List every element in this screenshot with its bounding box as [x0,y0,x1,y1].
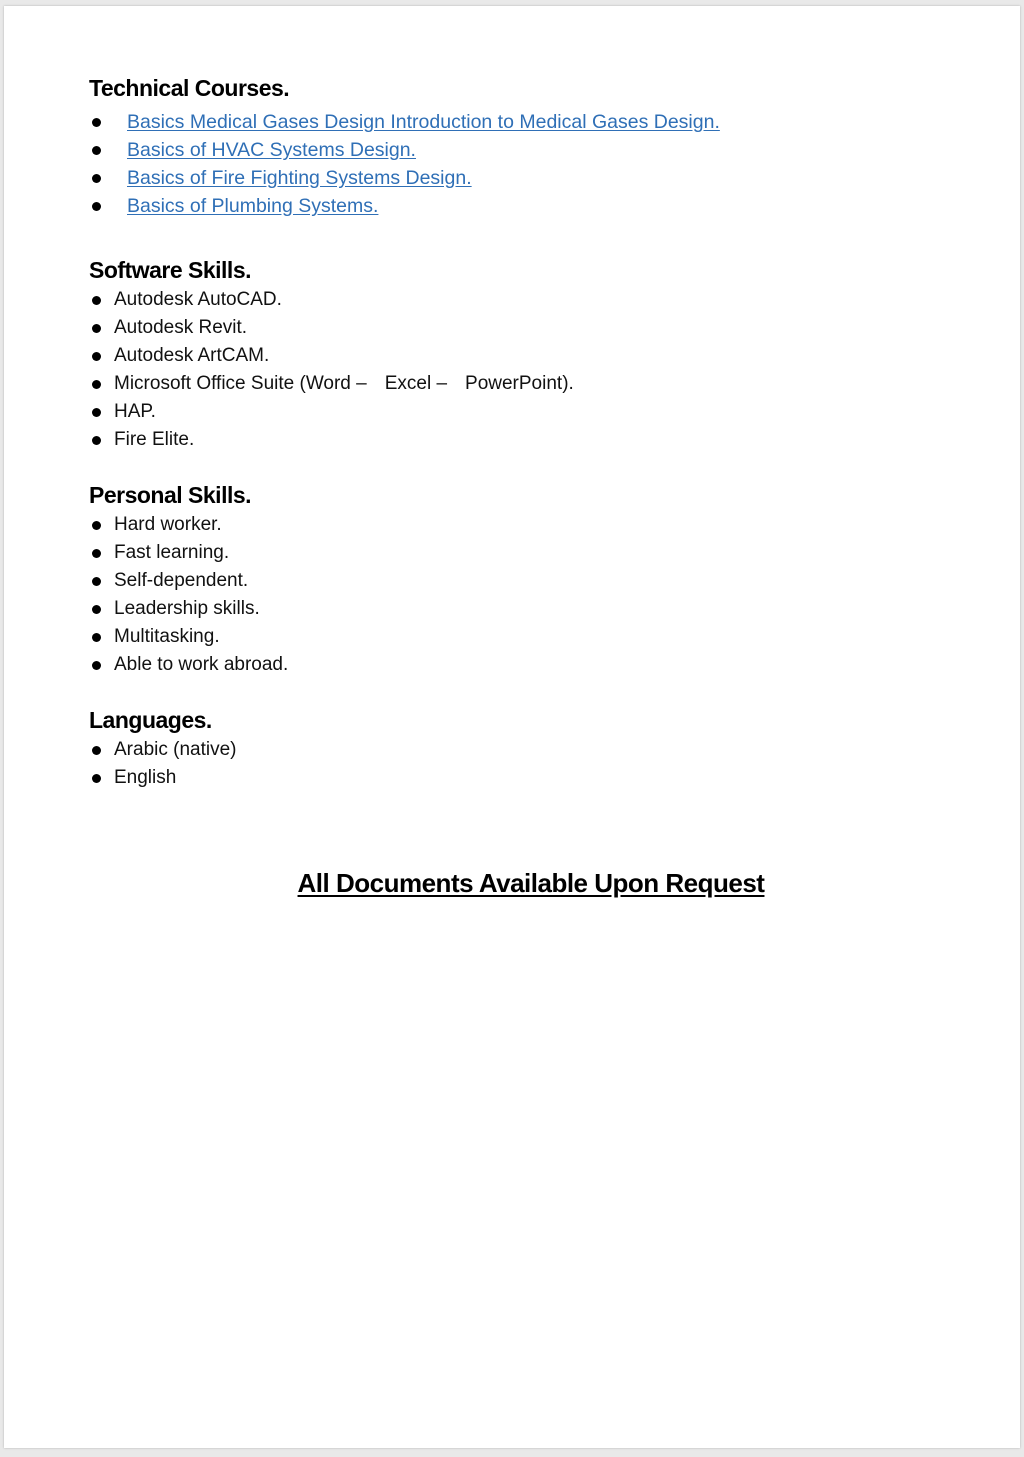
languages-list [89,736,237,792]
skill-text: Leadership skills. [114,598,260,619]
course-link-plumbing[interactable]: Basics of Plumbing Systems. [127,195,379,217]
languages-section [89,706,237,792]
bullet-icon [92,549,101,558]
languages-heading: Languages. [89,707,212,733]
list-item [89,651,288,679]
list-item [89,342,574,370]
bullet-icon [92,577,101,586]
list-item [89,398,574,426]
skill-text: Hard worker. [114,514,222,535]
course-link-hvac[interactable]: Basics of HVAC Systems Design. [127,139,416,161]
list-item [89,539,288,567]
bullet-icon [92,174,101,183]
list-item [89,108,720,136]
list-item [89,164,720,192]
technical-courses-section [89,74,720,220]
bullet-icon [92,202,101,211]
course-link-medical-gases[interactable]: Basics Medical Gases Design Introduction to Medical Gases Design. [127,111,720,133]
technical-courses-heading: Technical Courses. [89,75,290,101]
skill-text: Autodesk ArtCAM. [114,345,270,366]
personal-skills-list [89,511,288,679]
bullet-icon [92,380,101,389]
list-item [89,623,288,651]
bullet-icon [92,746,101,755]
list-item [89,595,288,623]
skill-text: Self-dependent. [114,570,249,591]
course-link-fire-fighting[interactable]: Basics of Fire Fighting Systems Design. [127,167,472,189]
bullet-icon [92,408,101,417]
skill-text-powerpoint: PowerPoint). [465,373,574,394]
bullet-icon [92,633,101,642]
list-item [89,567,288,595]
list-item [89,370,574,398]
bullet-icon [92,661,101,670]
list-item [89,136,720,164]
language-text: English [114,767,177,788]
skill-text: HAP. [114,401,156,422]
skill-text: Able to work abroad. [114,654,289,675]
skill-text: Microsoft Office Suite (Word – [114,373,367,394]
list-item [89,736,237,764]
list-item [89,192,720,220]
bullet-icon [92,324,101,333]
bullet-icon [92,118,101,127]
software-skills-heading: Software Skills. [89,257,252,283]
software-skills-section [89,256,574,454]
skill-text-excel: Excel – [384,373,448,394]
skill-text: Multitasking. [114,626,220,647]
bullet-icon [92,352,101,361]
skill-text: Fire Elite. [114,429,195,450]
list-item [89,426,574,454]
bullet-icon [92,146,101,155]
bullet-icon [92,605,101,614]
document-page [4,6,1020,1448]
personal-skills-heading: Personal Skills. [89,482,252,508]
bullet-icon [92,436,101,445]
personal-skills-section [89,481,288,679]
list-item [89,286,574,314]
documents-available-note: All Documents Available Upon Request [297,868,765,898]
skill-text: Autodesk AutoCAD. [114,289,282,310]
technical-courses-list [89,108,720,220]
software-skills-list [89,286,574,454]
list-item [89,314,574,342]
list-item [89,764,237,792]
bullet-icon [92,774,101,783]
list-item [89,511,288,539]
skill-text: Autodesk Revit. [114,317,248,338]
skill-text: Fast learning. [114,542,230,563]
bullet-icon [92,521,101,530]
bullet-icon [92,296,101,305]
language-text: Arabic (native) [114,739,237,760]
